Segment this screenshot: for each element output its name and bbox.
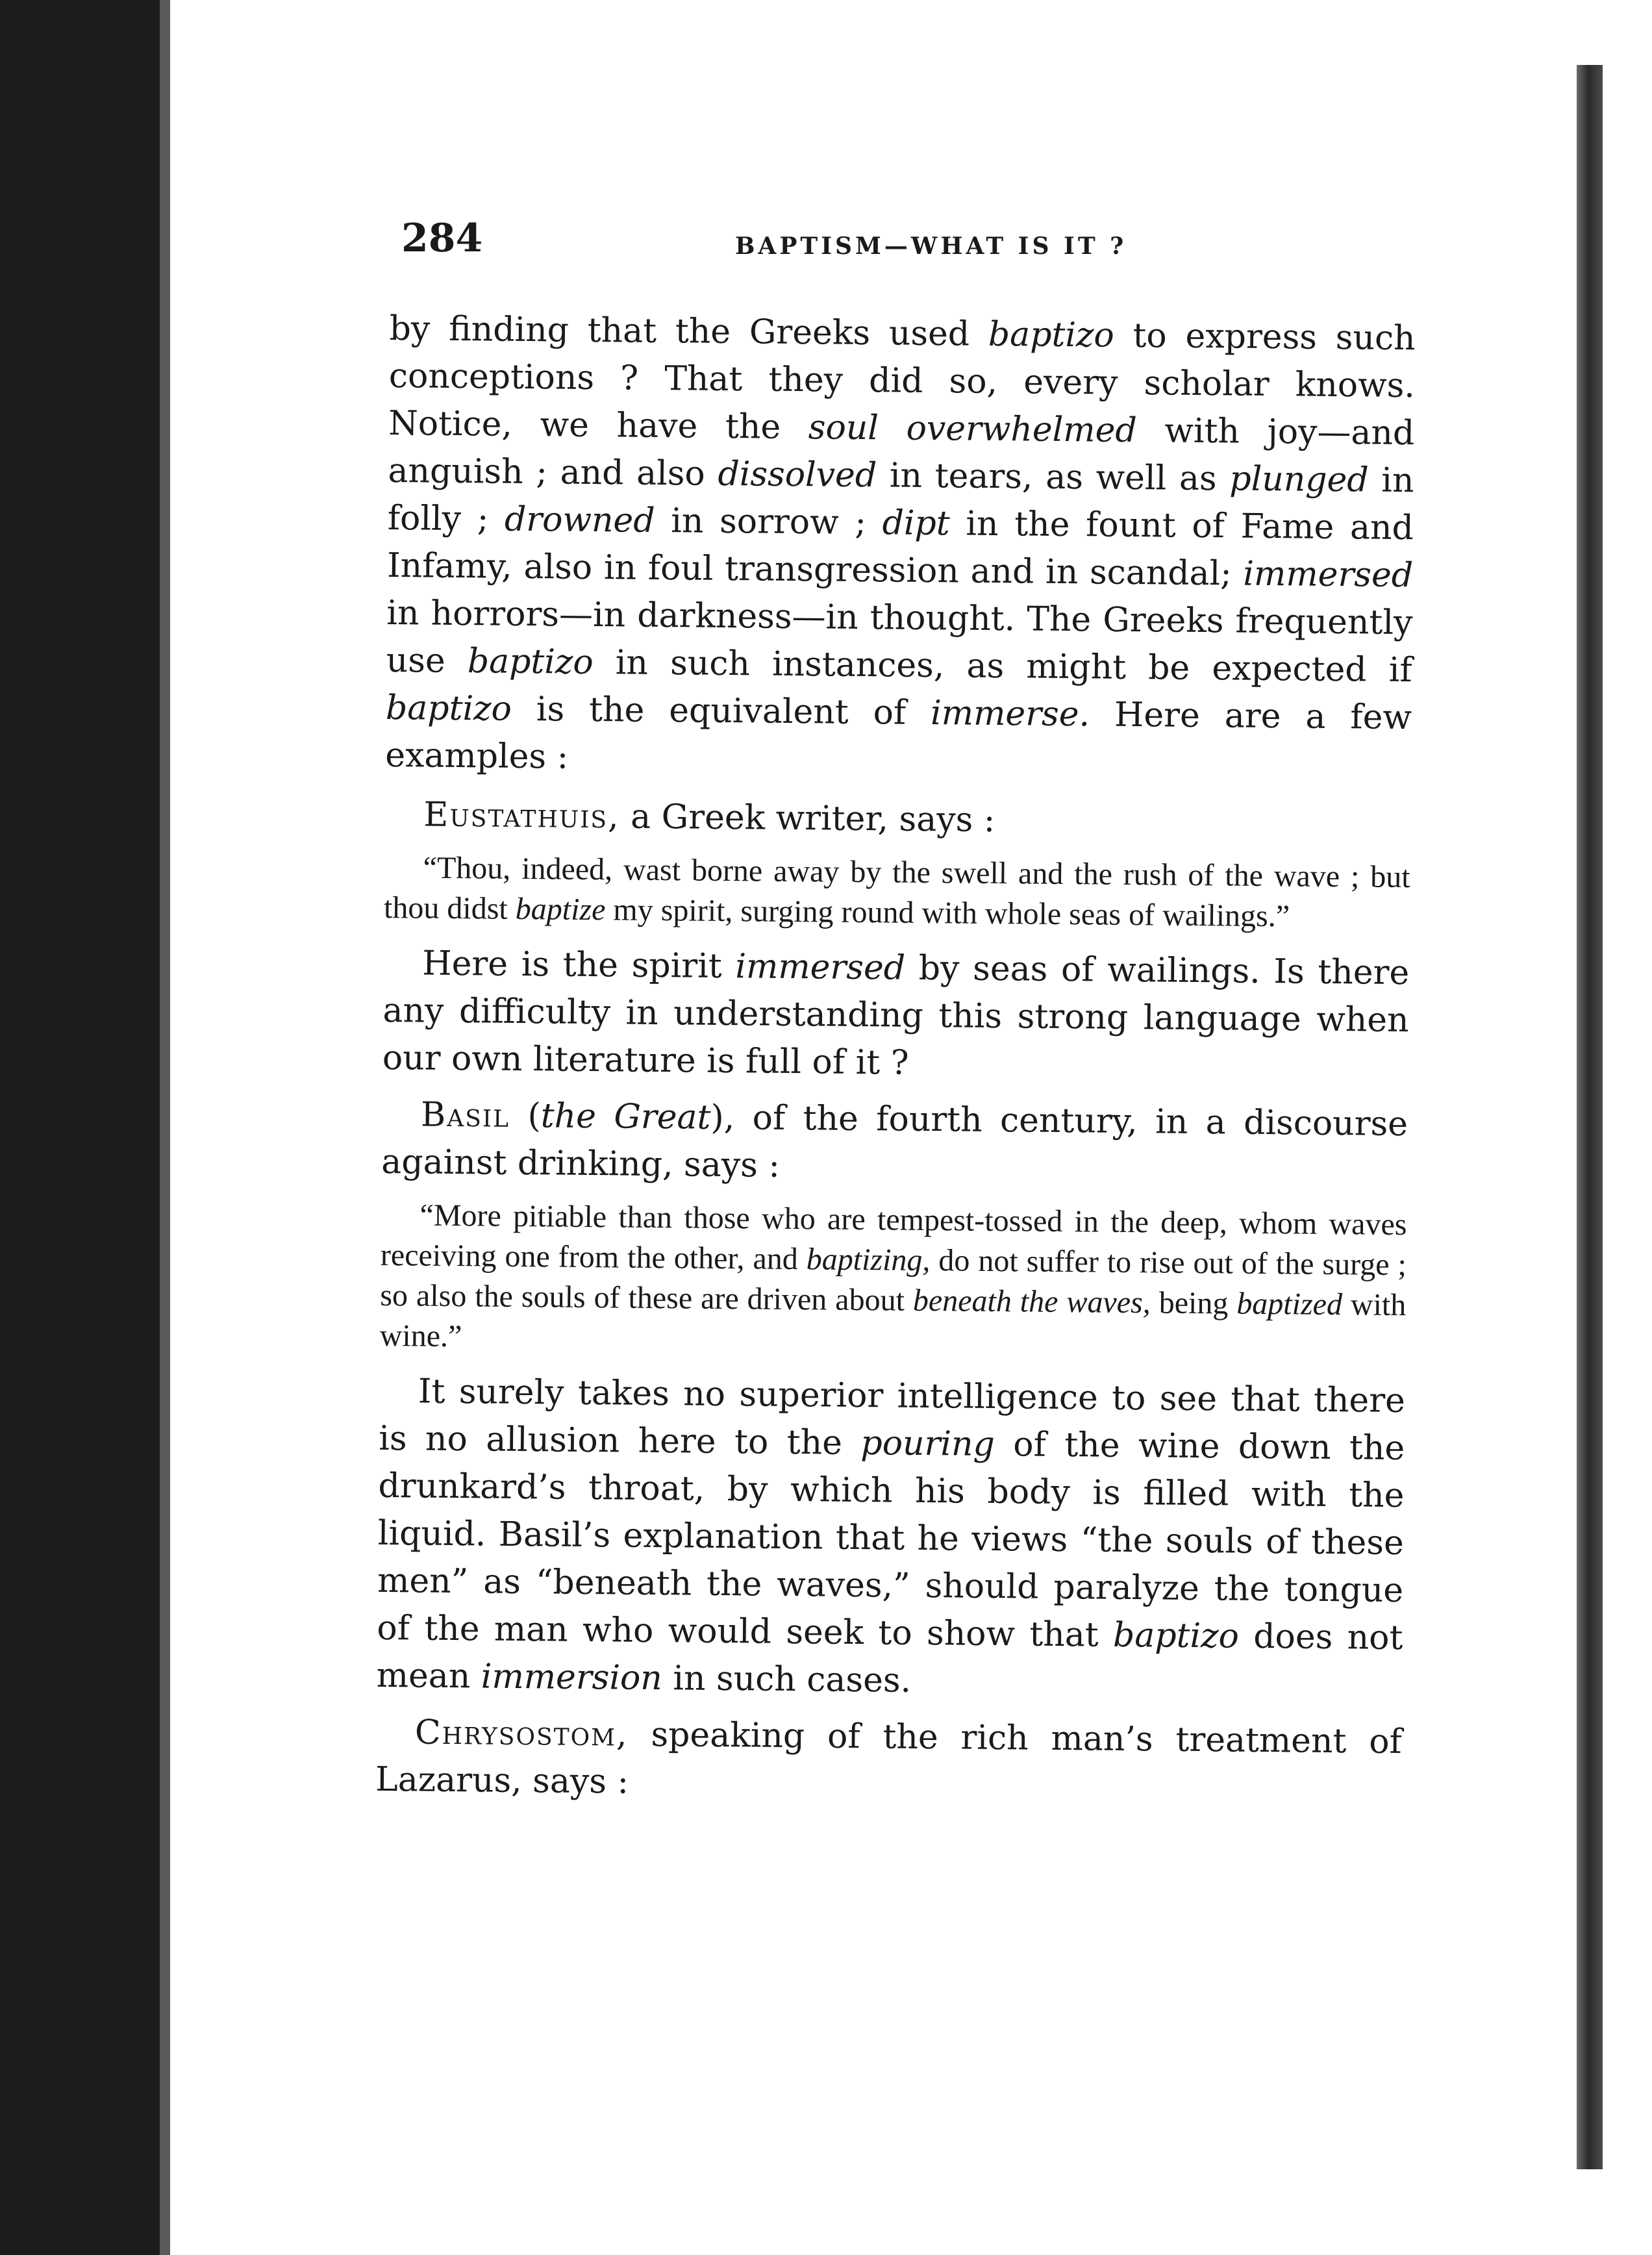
italic-run: baptizo [988, 314, 1115, 355]
block-quote [384, 848, 1410, 938]
paragraph [381, 1091, 1408, 1196]
italic-run: baptizo [385, 688, 512, 729]
text-run: does not mean [376, 1617, 1403, 1696]
italic-run: the Great [540, 1096, 711, 1137]
italic-run: dipt [882, 503, 951, 544]
author-name: Basil [420, 1095, 510, 1135]
italic-run: immersed [1243, 554, 1414, 596]
text-run: with wine.” [379, 1287, 1407, 1354]
text-run: in such cases. [662, 1659, 912, 1700]
italic-run: plunged [1229, 459, 1369, 500]
italic-run: drowned [504, 499, 655, 540]
paragraph [376, 1368, 1405, 1709]
italic-run: immersion [481, 1657, 663, 1698]
page-number: 284 [401, 216, 483, 261]
text-run: ), of the fourth century, in a discourse against drinking, says : [381, 1098, 1408, 1185]
italic-run: immerse. [930, 694, 1090, 735]
text-run: by finding that the Greeks used [389, 309, 989, 354]
italic-run: soul overwhelmed [808, 408, 1138, 451]
text-run: ( [509, 1096, 542, 1136]
italic-run: baptizo [1112, 1615, 1240, 1656]
block-quote [379, 1195, 1407, 1366]
italic-run: beneath the waves, [912, 1283, 1151, 1320]
paragraph [382, 940, 1410, 1092]
italic-run: immersed [735, 947, 906, 988]
italic-run: baptized [1236, 1286, 1343, 1322]
text-run: a Greek writer, says : [620, 797, 995, 840]
italic-run: baptizing, [806, 1242, 931, 1278]
text-run: being [1150, 1285, 1237, 1321]
text-run: of the wine down the drunkard’s throat, by which his body is filled with the liquid. Basil’s explanation that he views “the souls of these men” as “beneath the waves,” should paralyze the tongue of the man who would seek to show that [377, 1425, 1405, 1655]
text-run: “More pitiable than those who are tempest-tossed in the deep, whom waves receiving one from the other, and [380, 1198, 1407, 1277]
paragraph [384, 791, 1411, 848]
text-run: my spirit, surging round with whole seas of wailings.” [605, 892, 1290, 934]
text-run: do not suffer to rise out of the surge ; so also the souls of these are driven about [380, 1243, 1407, 1318]
italic-run: baptizo [467, 642, 594, 683]
text-run: Here is the spirit [421, 944, 736, 987]
text-run: It surely takes no superior intelligence to see that there is no allusion here to the [378, 1372, 1406, 1463]
running-head [401, 216, 1479, 274]
text-run: Here are a few examples : [385, 695, 1412, 777]
text-run: in folly ; [387, 460, 1414, 539]
italic-run: baptize [515, 891, 606, 927]
scan-left-border [0, 0, 170, 2255]
text-run: speaking of the rich man’s treatment of Lazarus, says : [375, 1715, 1403, 1802]
paragraph [375, 1709, 1402, 1813]
text-run: in sorrow ; [655, 501, 882, 543]
page-edge [1577, 65, 1603, 2169]
italic-run: pouring [860, 1424, 995, 1465]
text-run: with joy—and anguish ; and also [388, 411, 1415, 494]
text-run: to express such conceptions ? That they did so, every scholar knows. Notice, we have the [388, 316, 1416, 447]
italic-run: dissolved [718, 454, 877, 496]
author-name: Eustathuis, [423, 795, 620, 837]
author-name: Chrysostom, [414, 1713, 629, 1754]
paragraph [385, 305, 1416, 789]
text-run: in tears, as well as [876, 456, 1230, 499]
text-run: “Thou, indeed, wast borne away by the swell and the rush of the wave ; but thou didst [383, 850, 1410, 926]
text-run: in horrors—in darkness—in thought. The Greeks frequently use [386, 593, 1413, 681]
text-run: by seas of wailings. Is there any difficulty in understanding this strong language when our own literature is full of it ? [382, 948, 1410, 1083]
text-block [375, 305, 1416, 1822]
text-run: is the equivalent of [511, 689, 931, 733]
text-run: in such instances, as might be expected if [593, 643, 1412, 690]
text-run: in the fount of Fame and Infamy, also in foul transgression and in scandal; [386, 504, 1414, 594]
running-title: BAPTISM—WHAT IS IT ? [735, 233, 1127, 260]
